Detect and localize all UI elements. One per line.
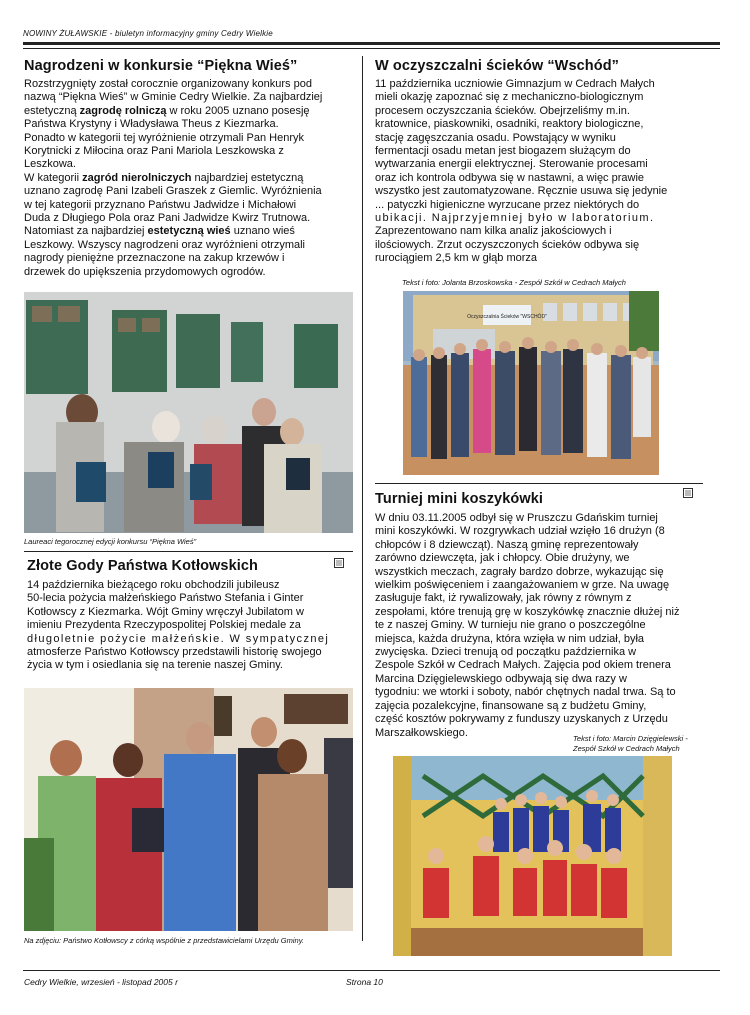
article-title-oczyszczalnia: W oczyszczalni ścieków “Wschód” [375, 58, 620, 74]
caption-koszykowka-line1: Tekst i foto: Marcin Dzięgielewski - [573, 734, 688, 743]
header-rule [23, 42, 720, 45]
article-body-oczyszczalnia: 11 października uczniowie Gimnazjum w Cedrach Małych mieli okazję zapoznać się z mechaniczno-biologicznym procesem oczyszczania ścieków. Obejrzeliśmy m.in. kratownice, piaskowniki, osadniki, reaktory biologiczne, stację zagęszczania osadu. Powstający w wyniku fermentacji osadu metan jest biogazem służącym do wytwarzania energii elektrycznej. Sterowanie procesami oraz ich kontrola odbywa się w nastawni, a więc prawie wszystko jest zautomatyzowane. Ręcznie usuwa się jedynie ... patyczki higieniczne wyrzucane przez niektórych do ubikacji. Najprzyjemniej było w laboratorium. Zaprezentowano nam kilka analiz jakościowych i ilościowych. Zrzut oczyszczonych ścieków odbywa się rurociągiem 2,5 km w głąb morza [375, 78, 668, 265]
article-title-zlote-gody: Złote Gody Państwa Kotłowskich [27, 558, 259, 574]
masthead-text: NOWINY ŻUŁAWSKIE - biuletyn informacyjny gminy Cedry Wielkie [23, 29, 273, 38]
photo-jubilee-image [24, 688, 353, 931]
article-body-piekna-wies: Rozstrzygnięty został corocznie organizowany konkurs pod nazwą “Piękna Wieś” w Gminie Cedry Wielkie. Za najbardziej estetyczną zagrodę rolniczą w roku 2005 uznano posesję Państwa Krystyny i Władysława Theus z Kiezmarka. Ponadto w kategorii tej wyróżnienie otrzymali Pan Henryk Korytnicki z Miłocina oraz Pani Mariola Leszkowska z Leszkowa. W kategorii zagród nierolniczych najbardziej estetyczną uznano zagrodę Pani Izabeli Graszek z Giemlic. Wyróżnienia w tej kategorii przyznano Państwu Jadwidze i Michałowi Duda z Długiego Pola oraz Pani Jadwidze Kwirz Trutnowa. Natomiast za najbardziej estetyczną wieś uznano wieś Leszkowy. Wszyscy nagrodzeni oraz wyróżnieni otrzymali nagrody pieniężne przeznaczone na zakup krzewów i drzewek do upiększenia przydomowych ogrodów. [24, 78, 323, 278]
footer-rule [23, 970, 720, 971]
article-title-piekna-wies: Nagrodzeni w konkursie “Piękna Wieś” [24, 58, 298, 74]
article-title-koszykowka: Turniej mini koszykówki [375, 491, 544, 507]
section-rule-right [375, 483, 703, 484]
photo-koszykowka-image [393, 756, 672, 956]
caption-oczyszczalnia: Tekst i foto: Jolanta Brzoskowska - Zespół Szkół w Cedrach Małych [402, 278, 626, 287]
article-body-koszykowka: W dniu 03.11.2005 odbył się w Pruszczu Gdańskim turniej mini koszykówki. W rozgrywkach udział wzięło 16 drużyn (8 chłopców i 8 dziewcząt). Naszą gminę reprezentowały zarówno dziewczęta, jak i chłopcy. Obie drużyny, we wszystkich meczach, zagrały bardzo dobrze, wykazując się wielkim poświęceniem i zaangażowaniem w grze. Na uwagę zasługuje fakt, iż rywalizowały, jak równy z równym z zespołami, które trenują grę w koszykówkę znacznie dłużej niż te z naszej Gminy. W turnieju nie grano o poszczególne miejsca, każda drużyna, która wzięła w nim udział, była zwycięska. Dzieci trenują od początku października w Zespole Szkół w Cedrach Małych. Zajęcia pod okiem trenera Marcina Dzięgielewskiego odbywają się dwa razy w tygodniu: we wtorki i soboty, nabór chętnych nadal trwa. Są to zajęcia pozalekcyjne, finansowane są z budżetu Gminy, część kosztów pokrywamy z funduszy uzyskanych z Urzędu Marszałkowskiego. [375, 512, 680, 739]
photo-oczyszczalnia-image [403, 291, 659, 475]
article-body-zlote-gody: 14 października bieżącego roku obchodzili jubileusz 50-lecia pożycia małżeńskiego Państwo Stefania i Ginter Kotłowscy z Kiezmarka. Wójt Gminy wręczył Jubilatom w imieniu Prezydenta Rzeczypospolitej Polskiej medale za długoletnie pożycie małżeńskie. W sympatycznej atmosferze Państwo Kotłowscy przedstawili historię swojego życia w tym i osiedlania się na terenie naszej Gminy. [27, 579, 330, 672]
box-icon [683, 488, 693, 498]
section-rule [24, 551, 353, 552]
box-icon [334, 558, 344, 568]
photo-koszykowka [393, 756, 672, 956]
photo-laureates [24, 292, 353, 533]
column-divider [362, 56, 363, 941]
footer-date: Cedry Wielkie, wrzesień - listopad 2005 r [24, 977, 178, 987]
caption-laureates: Laureaci tegorocznej edycji konkursu “Piękna Wieś” [24, 537, 197, 546]
photo-oczyszczalnia [403, 291, 659, 475]
footer-page-number: Strona 10 [346, 977, 383, 987]
photo-jubilee [24, 688, 353, 931]
photo-laureates-image [24, 292, 353, 533]
caption-jubilee: Na zdjęciu: Państwo Kotłowscy z córką wspólnie z przedstawicielami Urzędu Gminy. [24, 936, 304, 945]
sign-text: Oczyszczalnia Ścieków "WSCHÓD" [467, 314, 547, 320]
caption-koszykowka-line2: Zespół Szkół w Cedrach Małych [573, 744, 680, 753]
header-rule-thin [23, 48, 720, 49]
